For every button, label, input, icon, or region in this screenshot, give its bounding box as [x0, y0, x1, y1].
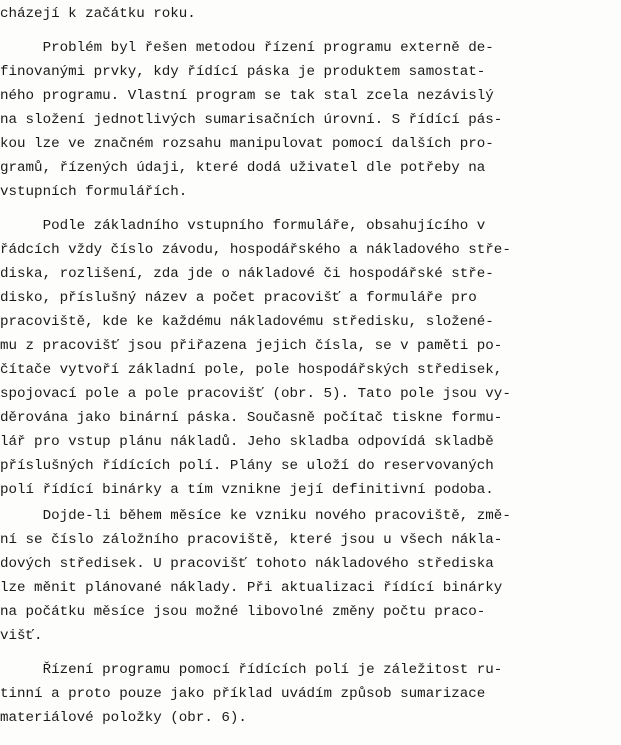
text-line-12: disko, příslušný název a počet pracovišť a formuláře pro	[0, 290, 477, 306]
text-line-20: polí řídící binárky a tím vznikne její definitivní podoba.	[0, 482, 494, 498]
text-line-25: na počátku měsíce jsou možné libovolné změny počtu praco-	[0, 604, 486, 620]
text-line-13: pracoviště, kde ke každému nákladovému středisku, složené-	[0, 314, 494, 330]
text-line-21: Dojde-li během měsíce ke vzniku nového pracoviště, změ-	[0, 508, 511, 524]
text-line-7: gramů, řízených údaji, které dodá uživatel dle potřeby na	[0, 160, 486, 176]
text-line-19: příslušných řídících polí. Plány se uloží do reservovaných	[0, 458, 494, 474]
text-line-14: mu z pracovišť jsou přiřazena jejich čísla, se v paměti po-	[0, 338, 503, 354]
text-line-17: děrována jako binární páska. Současně počítač tiskne formu-	[0, 410, 503, 426]
text-line-24: lze měnit plánované náklady. Při aktualizaci řídící binárky	[0, 580, 503, 596]
text-line-10: řádcích vždy číslo závodu, hospodářského a nákladového stře-	[0, 242, 511, 258]
text-line-5: na složení jednotlivých sumarisačních úrovní. S řídící pás-	[0, 112, 503, 128]
text-line-16: spojovací pole a pole pracovišť (obr. 5). Tato pole jsou vy-	[0, 386, 511, 402]
text-line-8: vstupních formulářích.	[0, 184, 188, 200]
text-line-27: Řízení programu pomocí řídících polí je záležitost ru-	[0, 662, 503, 678]
text-line-28: tinní a proto pouze jako příklad uvádím způsob sumarizace	[0, 686, 486, 702]
text-line-6: kou lze ve značném rozsahu manipulovat pomocí dalších pro-	[0, 136, 494, 152]
text-line-4: ného programu. Vlastní program se tak stal zcela nezávislý	[0, 88, 494, 104]
text-line-2: Problém byl řešen metodou řízení programu externě de-	[0, 40, 494, 56]
text-line-22: ní se číslo záložního pracoviště, které jsou u všech nákla-	[0, 532, 503, 548]
text-line-3: finovanými prvky, kdy řídící páska je produktem samostat-	[0, 64, 486, 80]
text-line-23: dových středisek. U pracovišť tohoto nákladového střediska	[0, 556, 494, 572]
text-line-26: višť.	[0, 628, 43, 644]
text-line-29: materiálové položky (obr. 6).	[0, 710, 247, 726]
text-line-9: Podle základního vstupního formuláře, obsahujícího v	[0, 218, 486, 234]
text-line-11: diska, rozlišení, zda jde o nákladové či hospodářské stře-	[0, 266, 494, 282]
text-line-15: čítače vytvoří základní pole, pole hospodářských středisek,	[0, 362, 503, 378]
text-line-1: cházejí k začátku roku.	[0, 6, 196, 22]
text-line-18: lář pro vstup plánu nákladů. Jeho skladba odpovídá skladbě	[0, 434, 494, 450]
